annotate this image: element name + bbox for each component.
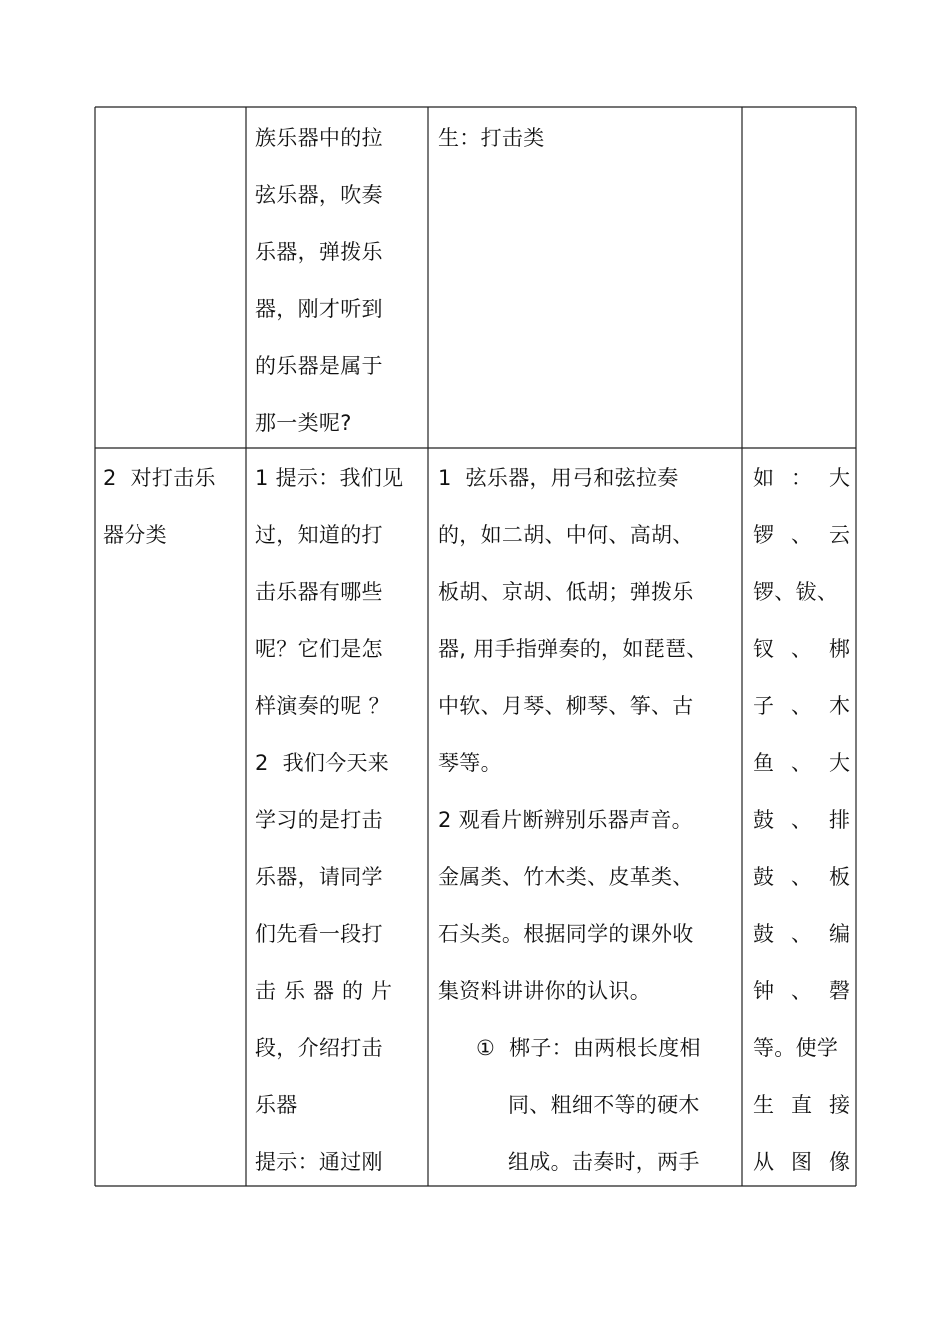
text-line: 集资料讲讲你的认识。	[438, 979, 651, 1003]
text-line: 生：打击类	[438, 126, 545, 150]
text-line: 钗、梆	[753, 637, 867, 661]
text-line: 锣、云	[753, 523, 867, 547]
text-line: 子、木	[753, 694, 867, 718]
text-line: 样演奏的呢 ？	[255, 694, 390, 718]
text-line: 段，介绍打击	[255, 1036, 383, 1060]
text-line: 2 我们今天来	[255, 751, 390, 775]
text-line: 锣、钹、	[753, 580, 839, 604]
text-line: 弦乐器，吹奏	[255, 183, 383, 207]
row1-col1-cell	[96, 108, 244, 446]
text-line: 中软、月琴、柳琴、筝、古	[438, 694, 694, 718]
row2-col2-cell	[255, 450, 423, 1184]
row2-col3-cell	[438, 450, 740, 1184]
text-line: 石头类。根据同学的课外收	[438, 922, 694, 946]
text-line: 那一类呢?	[255, 411, 352, 435]
text-line: 2 观看片断辨别乐器声音。	[438, 808, 693, 832]
text-line: 如：大	[753, 466, 867, 490]
text-line: 的乐器是属于	[255, 354, 383, 378]
text-line: 琴等。	[438, 751, 502, 775]
text-line: 击乐器的片	[255, 979, 400, 1003]
text-line: 钟、磬	[753, 979, 867, 1003]
text-line: 生直接	[753, 1093, 867, 1117]
text-line: 鼓、板	[753, 865, 867, 889]
text-line: 板胡、京胡、低胡；弹拨乐	[438, 580, 694, 604]
text-line: 同、粗细不等的硬木	[508, 1093, 700, 1117]
row2-col1-cell	[103, 450, 243, 1184]
text-line: 的，如二胡、中何、高胡、	[438, 523, 694, 547]
text-line: 器分类	[103, 523, 167, 547]
text-line: 组成。击奏时，两手	[508, 1150, 700, 1174]
text-line: 等。使学	[753, 1036, 839, 1060]
text-line: 器, 用手指弹奏的，如琵琶、	[438, 637, 708, 661]
row1-col3-cell	[438, 110, 738, 446]
row1-col2-cell	[255, 110, 421, 446]
text-line: ① 梆子：由两根长度相	[476, 1036, 701, 1060]
text-line: 乐器	[255, 1093, 298, 1117]
text-line: 器，刚才听到	[255, 297, 383, 321]
text-line: 乐器，请同学	[255, 865, 383, 889]
text-line: 1 弦乐器，用弓和弦拉奏	[438, 466, 679, 490]
text-line: 鱼、大	[753, 751, 867, 775]
text-line: 学习的是打击	[255, 808, 383, 832]
text-line: 鼓、排	[753, 808, 867, 832]
row1-col4-cell	[743, 108, 854, 446]
text-line: 族乐器中的拉	[255, 126, 383, 150]
text-line: 呢？它们是怎	[255, 637, 383, 661]
text-line: 们先看一段打	[255, 922, 383, 946]
row2-col4-cell	[753, 450, 867, 1184]
text-line: 金属类、竹木类、皮革类、	[438, 865, 694, 889]
text-line: 乐器，弹拨乐	[255, 240, 383, 264]
text-line: 提示：通过刚	[255, 1150, 383, 1174]
text-line: 2 对打击乐	[103, 466, 216, 490]
text-line: 鼓、编	[753, 922, 867, 946]
text-line: 过，知道的打	[255, 523, 383, 547]
text-line: 从图像	[753, 1150, 867, 1174]
text-line: 1 提示：我们见	[255, 466, 404, 490]
text-line: 击乐器有哪些	[255, 580, 383, 604]
